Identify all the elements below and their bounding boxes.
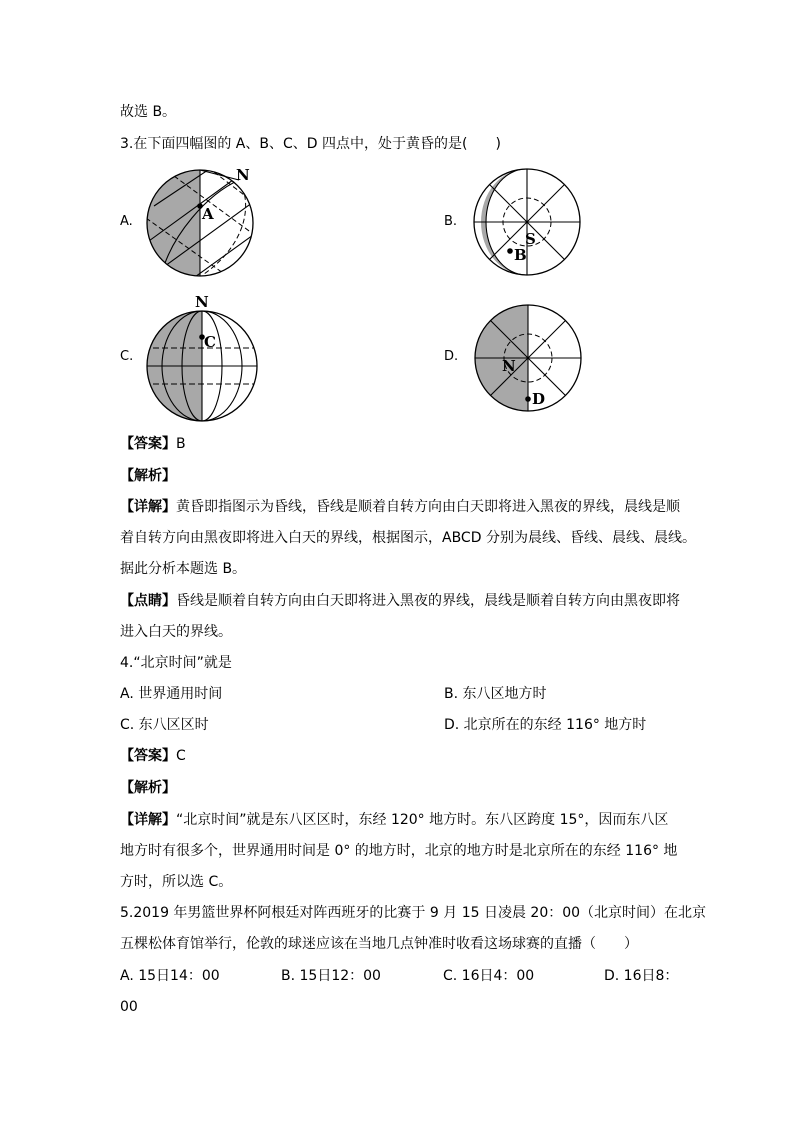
q5-option-a: A. 15日14：00 [120,968,220,984]
point-c-label: C [204,333,216,351]
figure-d-label: D. [444,349,459,364]
point-b-label: B [514,246,527,264]
figure-b-polar-view [470,166,584,282]
q3-tip-line-1 [120,591,680,611]
figure-c-globe [144,292,262,426]
q3-tip-line-2: 进入白天的界线。 [120,624,232,640]
q5-option-c: C. 16日4：00 [443,968,535,984]
q3-detail-text-1: 黄昏即指图示为昏线，昏线是顺着自转方向由白天即将进入黑夜的界线，晨线是顺 [176,499,680,515]
figure-a-globe [144,166,260,282]
q4-option-d: D. 北京所在的东经 116° 地方时 [444,717,647,733]
q4-detail-text-1: “北京时间”就是东八区区时，东经 120° 地方时。东八区跨度 15°，因而东八区 [176,812,669,828]
north-pole-label: N [195,293,209,311]
q3-analysis-tag: 【解析】 [120,468,176,484]
question-4-stem: 4.“北京时间”就是 [120,655,232,671]
q3-detail-line-2: 着自转方向由黑夜即将进入白天的界线，根据图示，ABCD 分别为晨线、昏线、晨线、晨线。 [120,530,696,546]
question-3-stem: 3.在下面四幅图的 A、B、C、D 四点中，处于黄昏的是( ) [120,136,501,152]
q4-answer-row [120,746,186,766]
q4-answer: C [176,748,186,764]
south-pole-label: S [525,230,536,248]
q4-detail-line-3: 方时，所以选 C。 [120,874,233,890]
q5-option-b: B. 15日12：00 [281,968,381,984]
figure-d-polar-view [470,302,586,418]
answer-tag: 【答案】 [120,748,176,764]
q4-detail-line-1 [120,810,668,830]
q5-option-d: D. 16日8： [604,968,679,984]
q3-detail-line-1 [120,497,680,517]
figure-c-label: C. [120,349,134,364]
q3-answer-row [120,434,186,454]
point-d-label: D [532,390,546,408]
q2-conclusion: 故选 B。 [120,104,177,120]
north-pole-label: N [502,357,516,375]
q3-answer: B [176,436,186,452]
q4-option-c: C. 东八区区时 [120,717,209,733]
figure-a-label: A. [120,214,133,229]
detail-tag: 【详解】 [120,812,176,828]
q4-option-b: B. 东八区地方时 [444,686,547,702]
north-pole-label: N [236,166,250,184]
question-5-stem-line-2: 五棵松体育馆举行，伦敦的球迷应该在当地几点钟准时收看这场球赛的直播（ ） [120,936,638,952]
q4-detail-line-2: 地方时有很多个，世界通用时间是 0° 的地方时，北京的地方时是北京所在的东经 116° 地 [120,843,678,859]
q3-detail-line-3: 据此分析本题选 B。 [120,561,247,577]
answer-tag: 【答案】 [120,436,176,452]
figure-b-label: B. [444,214,458,229]
q4-option-a: A. 世界通用时间 [120,686,223,702]
question-5-stem-line-1: 5.2019 年男篮世界杯阿根廷对阵西班牙的比赛于 9 月 15 日凌晨 20：00（北京时间）在北京 [120,905,707,921]
q3-tip-text-1: 昏线是顺着自转方向由白天即将进入黑夜的界线，晨线是顺着自转方向由黑夜即将 [176,593,680,609]
detail-tag: 【详解】 [120,499,176,515]
point-a-label: A [202,205,214,223]
tip-tag: 【点睛】 [120,593,176,609]
q5-option-d-wrap: 00 [120,999,138,1015]
q4-analysis-tag: 【解析】 [120,780,176,796]
